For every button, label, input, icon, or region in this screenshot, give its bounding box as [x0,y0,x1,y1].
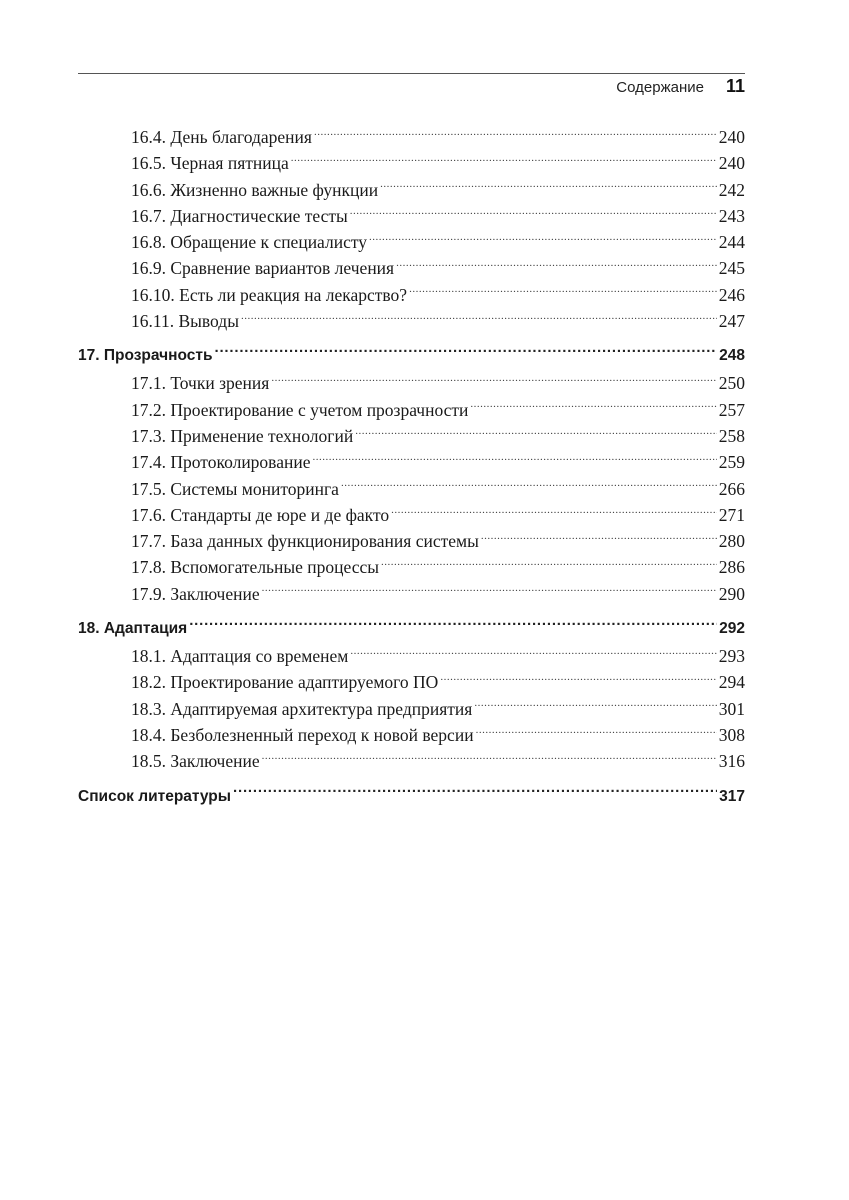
toc-leader-dots [215,345,718,361]
toc-entry[interactable] [78,229,745,255]
toc-entry-page: 258 [718,425,745,446]
header-title: Содержание [616,79,704,96]
toc-entry-label: 18.2. Проектирование адаптируемого ПО [131,672,439,693]
toc-entry-label: 16.5. Черная пятница [131,153,289,174]
toc-entry-label: 16.4. День благодарения [131,127,312,147]
toc-entry-label: 18.3. Адаптируемая архитектура предприятия [131,698,473,719]
toc-entry[interactable] [78,282,745,308]
running-header [78,76,745,102]
toc-entry-page: 247 [718,311,745,332]
toc-leader-dots [291,152,717,170]
toc-leader-dots [369,231,717,249]
toc-entry-page: 316 [718,751,745,772]
toc-entry-page: 294 [718,672,745,693]
toc-entry-page: 257 [718,399,745,420]
toc-leader-dots [262,582,717,600]
toc-entry[interactable] [78,255,745,281]
toc-entry-page: 290 [718,583,745,604]
toc-leader-dots [391,503,717,521]
toc-entry-page: 243 [718,205,745,226]
toc-entry-page: 286 [718,557,745,578]
toc-chapter-page: 248 [719,347,745,365]
toc-entry-page: 280 [718,531,745,552]
toc-entry[interactable] [78,696,745,722]
toc-leader-dots [350,204,717,222]
toc-entry[interactable] [78,554,745,580]
toc-entry-label: 17.8. Вспомогательные процессы [131,557,380,578]
toc-entry[interactable] [78,150,745,176]
toc-entry[interactable] [78,423,745,449]
toc-entry-label: 16.9. Сравнение вариантов лечения [131,258,395,279]
toc-leader-dots [241,310,717,328]
toc-leader-dots [440,671,716,689]
toc-entry[interactable] [78,177,745,203]
toc-entry[interactable] [78,528,745,554]
toc-entry[interactable] [78,722,745,748]
toc-entry-page: 271 [718,504,745,525]
toc-entry[interactable] [78,581,745,607]
toc-entry-page: 259 [718,452,745,473]
toc-entry-page: 242 [718,179,745,200]
toc-entry-label: 17.2. Проектирование с учетом прозрачности [131,399,469,420]
toc-bibliography[interactable] [78,783,745,811]
toc-entry-page: 293 [718,646,745,667]
toc-entry[interactable] [78,748,745,774]
toc-leader-dots [470,398,716,416]
toc-leader-dots [481,530,717,548]
toc-entry-label: 17.1. Точки зрения [131,373,270,394]
toc-leader-dots [189,618,717,634]
section-gap [78,775,745,783]
toc-entry-label: 17.7. База данных функционирования системы [131,531,479,552]
toc-entry[interactable] [78,397,745,423]
toc-leader-dots [314,126,717,144]
toc-entry[interactable] [78,643,745,669]
header-rule [78,73,745,74]
toc-chapter-label: 18. Адаптация [78,620,188,638]
toc-entry-label: 17.5. Системы мониторинга [131,478,339,499]
toc-chapter-page: 317 [719,787,745,805]
toc-leader-dots [409,283,717,301]
toc-entry[interactable] [78,203,745,229]
toc-leader-dots [312,451,716,469]
toc-leader-dots [381,556,717,574]
toc-chapter-17[interactable] [78,342,745,370]
toc-entry-label: 18.1. Адаптация со временем [131,646,349,667]
table-of-contents [78,124,745,811]
toc-chapter-18[interactable] [78,615,745,643]
toc-entry[interactable] [78,502,745,528]
toc-leader-dots [341,477,717,495]
toc-entry[interactable] [78,124,745,150]
toc-entry-label: 17.9. Заключение [131,583,260,604]
toc-entry-page: 244 [718,232,745,253]
toc-entry-label: 17.4. Протоколирование [131,452,311,473]
toc-chapter-label: Список литературы [78,787,232,805]
toc-entry-label: 18.5. Заключение [131,751,260,772]
toc-leader-dots [350,645,716,663]
toc-entry[interactable] [78,370,745,396]
toc-entry-page: 240 [718,127,745,147]
toc-leader-dots [271,372,716,390]
toc-entry-label: 18.4. Безболезненный переход к новой версии [131,724,474,745]
toc-entry-page: 266 [718,478,745,499]
toc-entry[interactable] [78,476,745,502]
toc-entry[interactable] [78,669,745,695]
toc-entry-label: 17.6. Стандарты де юре и де факто [131,504,390,525]
toc-chapter-label: 17. Прозрачность [78,347,213,365]
toc-entry-label: 16.8. Обращение к специалисту [131,232,368,253]
toc-leader-dots [476,723,717,741]
toc-entry-label: 16.10. Есть ли реакция на лекарство? [131,284,408,305]
toc-leader-dots [262,750,717,768]
toc-entry-label: 17.3. Применение технологий [131,425,354,446]
toc-entry-page: 308 [718,724,745,745]
toc-leader-dots [396,257,717,275]
toc-leader-dots [355,424,717,442]
toc-leader-dots [474,697,716,715]
toc-leader-dots [380,178,717,196]
toc-chapter-page: 292 [719,620,745,638]
toc-entry-page: 250 [718,373,745,394]
toc-entry-page: 245 [718,258,745,279]
section-gap [78,334,745,342]
toc-entry-label: 16.6. Жизненно важные функции [131,179,379,200]
toc-entry-label: 16.7. Диагностические тесты [131,205,348,226]
toc-entry-page: 301 [718,698,745,719]
toc-entry-label: 16.11. Выводы [131,311,239,332]
toc-entry[interactable] [78,449,745,475]
toc-entry-page: 246 [718,284,745,305]
toc-entry-page: 240 [718,153,745,174]
section-gap [78,607,745,615]
header-page-number: 11 [725,76,745,96]
toc-leader-dots [233,785,717,801]
toc-entry[interactable] [78,308,745,334]
